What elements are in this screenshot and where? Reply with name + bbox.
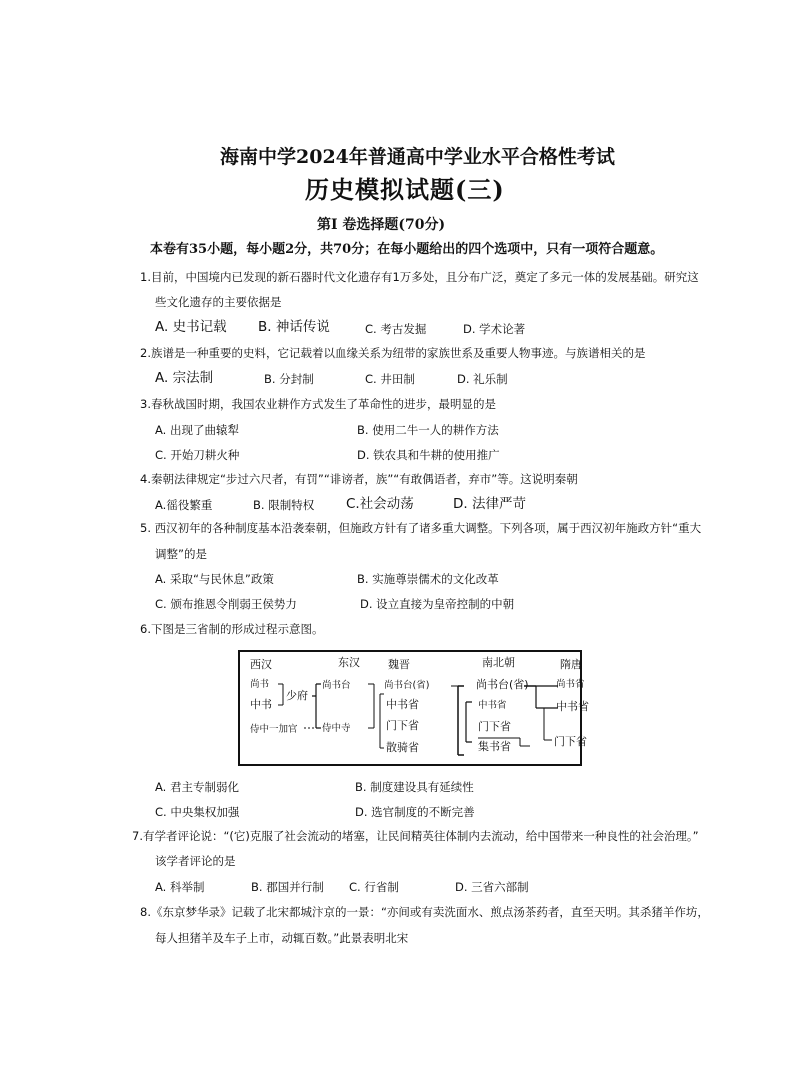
question-2-option-a[interactable]: A. 宗法制: [155, 370, 214, 386]
question-3-option-c[interactable]: C. 开始刀耕火种: [155, 448, 240, 462]
question-2-option-b[interactable]: B. 分封制: [264, 372, 314, 386]
question-6-option-b[interactable]: B. 制度建设具有延续性: [355, 780, 474, 794]
question-5-option-c[interactable]: C. 颁布推恩令削弱王侯势力: [155, 597, 297, 611]
question-7-option-c[interactable]: C. 行省制: [349, 880, 399, 894]
question-7-option-d[interactable]: D. 三省六部制: [455, 880, 529, 894]
question-4-option-b[interactable]: B. 限制特权: [253, 498, 315, 512]
question-5-line-2: 调整”的是: [155, 547, 207, 561]
question-5-option-a[interactable]: A. 采取“与民休息”政策: [155, 572, 274, 586]
question-7-option-b[interactable]: B. 郡国并行制: [251, 880, 324, 894]
diagram-era-eastern-han: 东汉: [338, 656, 360, 669]
diagram-node-shangshu: 尚书: [250, 679, 270, 690]
question-4-option-c[interactable]: C.社会动荡: [346, 496, 414, 512]
question-5-option-b[interactable]: B. 实施尊崇儒术的文化改革: [357, 572, 499, 586]
exam-title: 海南中学2024年普通高中学业水平合格性考试: [220, 146, 615, 168]
question-6-line-1: 6.下图是三省制的形成过程示意图。: [140, 622, 324, 636]
diagram-era-southern-northern: 南北朝: [482, 656, 515, 669]
diagram-node-shangshusheng: 尚书省: [556, 679, 585, 690]
diagram-node-shizhongsi: 侍中寺: [322, 723, 351, 734]
diagram-node-jishusheng: 集书省: [478, 740, 511, 753]
question-7-line-1: 7.有学者评论说：“(它)克服了社会流动的堵塞，让民间精英往体制内去流动，给中国带来一种良性的社会治理。”: [132, 829, 699, 843]
question-4-line-1: 4.秦朝法律规定“步过六尺者，有罚”“诽谤者，族”“有敢偶语者，弃市”等。这说明秦朝: [140, 472, 578, 486]
question-3-line-1: 3.春秋战国时期，我国农业耕作方式发生了革命性的进步，最明显的是: [140, 397, 496, 411]
paper-title: 历史模拟试题(三): [305, 175, 505, 204]
question-1-option-a[interactable]: A. 史书记载: [155, 319, 227, 335]
question-3-option-a[interactable]: A. 出现了曲辕犁: [155, 423, 239, 437]
question-4-option-d[interactable]: D. 法律严苛: [453, 496, 526, 512]
question-1-option-c[interactable]: C. 考古发掘: [365, 322, 427, 336]
question-8-line-2: 每人担猪羊及车子上市，动辄百数。”此景表明北宋: [155, 931, 409, 945]
question-6-option-a[interactable]: A. 君主专制弱化: [155, 780, 239, 794]
question-2-option-d[interactable]: D. 礼乐制: [457, 372, 508, 386]
question-7-option-a[interactable]: A. 科举制: [155, 880, 205, 894]
question-1-line-2: 些文化遗存的主要依据是: [155, 295, 282, 309]
question-6-option-d[interactable]: D. 选官制度的不断完善: [355, 805, 475, 819]
question-2-line-1: 2.族谱是一种重要的史料，它记载着以血缘关系为纽带的家族世系及重要人物事迹。与族谱相关的是: [140, 346, 646, 360]
section-title: 第Ⅰ 卷选择题(70分): [317, 217, 446, 233]
question-8-line-1: 8.《东京梦华录》记载了北宋都城汴京的一景：“亦间或有卖洗面水、煎点汤茶药者，直至天明。其杀猪羊作坊，: [140, 905, 709, 919]
question-3-option-b[interactable]: B. 使用二牛一人的耕作方法: [357, 423, 499, 437]
question-1-option-b[interactable]: B. 神话传说: [258, 319, 330, 335]
question-7-line-2: 该学者评论的是: [155, 854, 236, 868]
question-1-line-1: 1.目前，中国境内已发现的新石器时代文化遗存有1万多处，且分布广泛，奠定了多元一体的发展基础。研究这: [140, 270, 699, 284]
question-1-option-d[interactable]: D. 学术论著: [463, 322, 526, 336]
question-2-option-c[interactable]: C. 井田制: [365, 372, 415, 386]
diagram-node-shangshutai-nb: 尚书台(省): [476, 678, 529, 691]
three-departments-diagram: [238, 650, 589, 766]
diagram-note-shaofu: 少府: [286, 689, 308, 702]
diagram-node-zhongshusheng-wj: 中书省: [386, 698, 419, 711]
diagram-era-sui-tang: 隋唐: [560, 658, 582, 671]
diagram-era-wei-jin: 魏晋: [388, 658, 410, 671]
question-5-line-1: 5. 西汉初年的各种制度基本沿袭秦朝，但施政方针有了诸多重大调整。下列各项，属于西汉初年施政方针“重大: [140, 521, 702, 535]
diagram-node-zhongshu: 中书: [250, 698, 272, 711]
diagram-node-sanqisheng: 散骑省: [386, 741, 419, 754]
diagram-node-zhongshusheng-nb: 中书省: [478, 700, 507, 711]
diagram-node-shizhong: 侍中一加官: [250, 724, 298, 735]
instructions: 本卷有35小题，每小题2分，共70分；在每小题给出的四个选项中，只有一项符合题意。: [150, 242, 664, 257]
diagram-era-western-han: 西汉: [250, 658, 272, 671]
question-3-option-d[interactable]: D. 铁农具和牛耕的使用推广: [357, 448, 500, 462]
diagram-node-shangshutai-wj: 尚书台(省): [384, 680, 430, 691]
diagram-node-menxiasheng-nb: 门下省: [478, 720, 511, 733]
question-4-option-a[interactable]: A.徭役繁重: [155, 498, 213, 512]
diagram-node-menxiasheng-st: 门下省: [554, 735, 587, 748]
diagram-node-menxiasheng-wj: 门下省: [386, 719, 419, 732]
question-6-option-c[interactable]: C. 中央集权加强: [155, 805, 240, 819]
diagram-node-shangshutai-eh: 尚书台: [322, 680, 351, 691]
diagram-node-zhongshusheng-st: 中书省: [556, 700, 589, 713]
question-5-option-d[interactable]: D. 设立直接为皇帝控制的中朝: [360, 597, 515, 611]
